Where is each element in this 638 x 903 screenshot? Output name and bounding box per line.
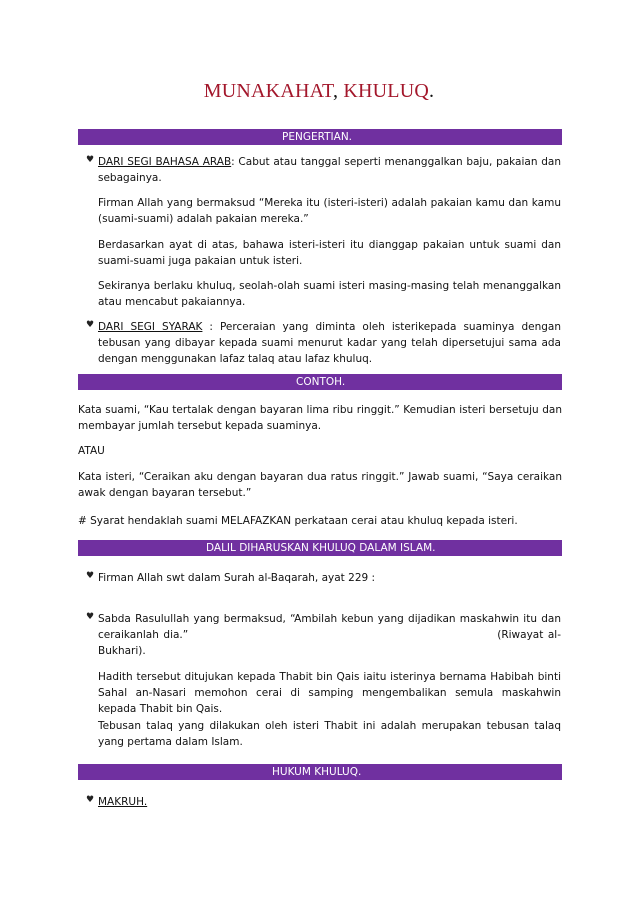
paragraph: Hadith tersebut ditujukan kepada Thabit bin Qais iaitu isterinya bernama Habibah binti Sahal an-Nasari memohon cerai di samping mengembalikan semula maskahwin kepada Thabit bin Qais. (98, 671, 561, 715)
paragraph: Firman Allah yang bermaksud “Mereka itu (isteri-isteri) adalah pakaian kamu dan kamu (suami-suami) adalah pakaian mereka.” (98, 197, 561, 225)
section-header-pengertian (78, 129, 562, 145)
heart-bullet-icon: ♥ (86, 612, 95, 622)
definition-bahasa (98, 154, 561, 186)
section-title: CONTOH. (296, 376, 346, 388)
page-title (0, 80, 638, 103)
hukum-makruh: MAKRUH. (98, 796, 148, 808)
bullet-text (98, 794, 561, 810)
heart-bullet-icon: ♥ (86, 155, 95, 165)
title-end: . (429, 80, 435, 102)
hadith-text: Sabda Rasulullah yang bermaksud, “Ambilah kebun yang dijadikan maskahwin itu dan ceraikanlah dia.” (98, 613, 561, 641)
heart-bullet-icon: ♥ (86, 320, 95, 330)
heart-bullet-icon: ♥ (86, 571, 95, 581)
paragraph: Berdasarkan ayat di atas, bahawa isteri-isteri itu dianggap pakaian untuk suami dan suami-suami juga pakaian untuk isteri. (98, 239, 561, 267)
definition-syarak (98, 319, 561, 367)
paragraph: Tebusan talaq yang dilakukan oleh isteri Thabit ini adalah merupakan tebusan talaq yang pertama dalam Islam. (98, 720, 561, 748)
section-title: PENGERTIAN. (282, 131, 353, 143)
bullet-text: Firman Allah swt dalam Surah al-Baqarah, ayat 229 : (98, 572, 376, 584)
section-header-dalil (78, 540, 562, 556)
hadith-source: (Riwayat al-Bukhari). (98, 629, 561, 657)
section-header-hukum (78, 764, 562, 780)
syarak-text: : Perceraian yang diminta oleh isterikepada suaminya dengan tebusan yang dibayar kepada suami menurut kadar yang telah dipersetujui sama ada dengan menggunakan lafaz talaq atau lafaz khuluq. (98, 321, 561, 365)
paragraph: # Syarat hendaklah suami MELAFAZKAN perkataan cerai atau khuluq kepada isteri. (78, 515, 518, 527)
section-title: HUKUM KHULUQ. (272, 766, 362, 778)
heart-bullet-icon: ♥ (86, 795, 95, 805)
bullet-text (98, 611, 561, 659)
bahasa-text: : Cabut atau tanggal seperti menanggalkan baju, pakaian dan sebagainya. (98, 156, 561, 184)
syarak-label: DARI SEGI SYARAK (98, 321, 203, 333)
section-title: DALIL DIHARUSKAN KHULUQ DALAM ISLAM. (206, 542, 436, 554)
title-part-1: MUNAKAHAT (203, 80, 333, 102)
paragraph: Kata suami, “Kau tertalak dengan bayaran lima ribu ringgit.” Kemudian isteri bersetuju dan membayar jumlah tersebut kepada suaminya. (78, 404, 562, 432)
paragraph: ATAU (78, 445, 105, 457)
paragraph: Sekiranya berlaku khuluq, seolah-olah suami isteri masing-masing telah menanggalkan atau mencabut pakaiannya. (98, 280, 561, 308)
title-part-2: KHULUQ (343, 80, 430, 102)
section-header-contoh (78, 374, 562, 390)
title-separator: , (332, 80, 339, 102)
paragraph: Kata isteri, “Ceraikan aku dengan bayaran dua ratus ringgit.” Jawab suami, “Saya ceraikan awak dengan bayaran tersebut.” (78, 471, 562, 499)
bahasa-label: DARI SEGI BAHASA ARAB (98, 156, 232, 168)
